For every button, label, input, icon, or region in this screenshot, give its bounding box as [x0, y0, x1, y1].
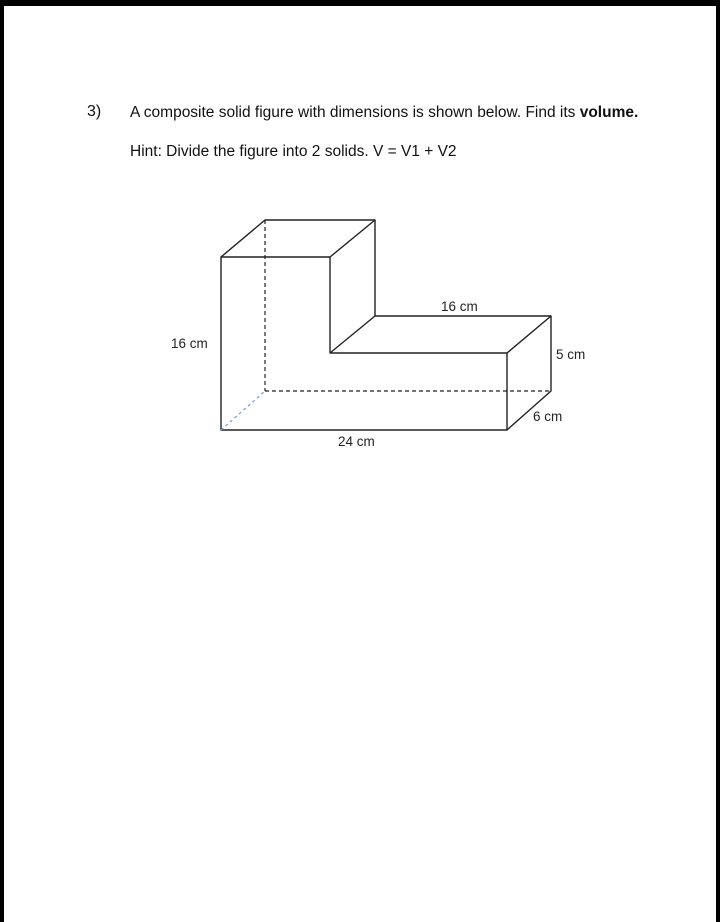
question-number: 3) [87, 103, 102, 120]
hint-text: Hint: Divide the figure into 2 solids. V = V1 + V2 [130, 143, 457, 160]
question-text-main: A composite solid figure with dimensions is shown below. Find its [130, 104, 580, 121]
label-base-length: 24 cm [338, 434, 375, 449]
question-text-bold: volume. [579, 104, 639, 121]
label-side-height: 5 cm [556, 347, 586, 362]
lower-block-top [330, 316, 551, 353]
tall-block-top [221, 220, 375, 257]
label-height: 16 cm [171, 336, 208, 351]
label-depth: 6 cm [533, 409, 563, 424]
front-face [221, 257, 507, 430]
hidden-depth-edge [221, 391, 265, 430]
label-top-length: 16 cm [441, 299, 478, 314]
